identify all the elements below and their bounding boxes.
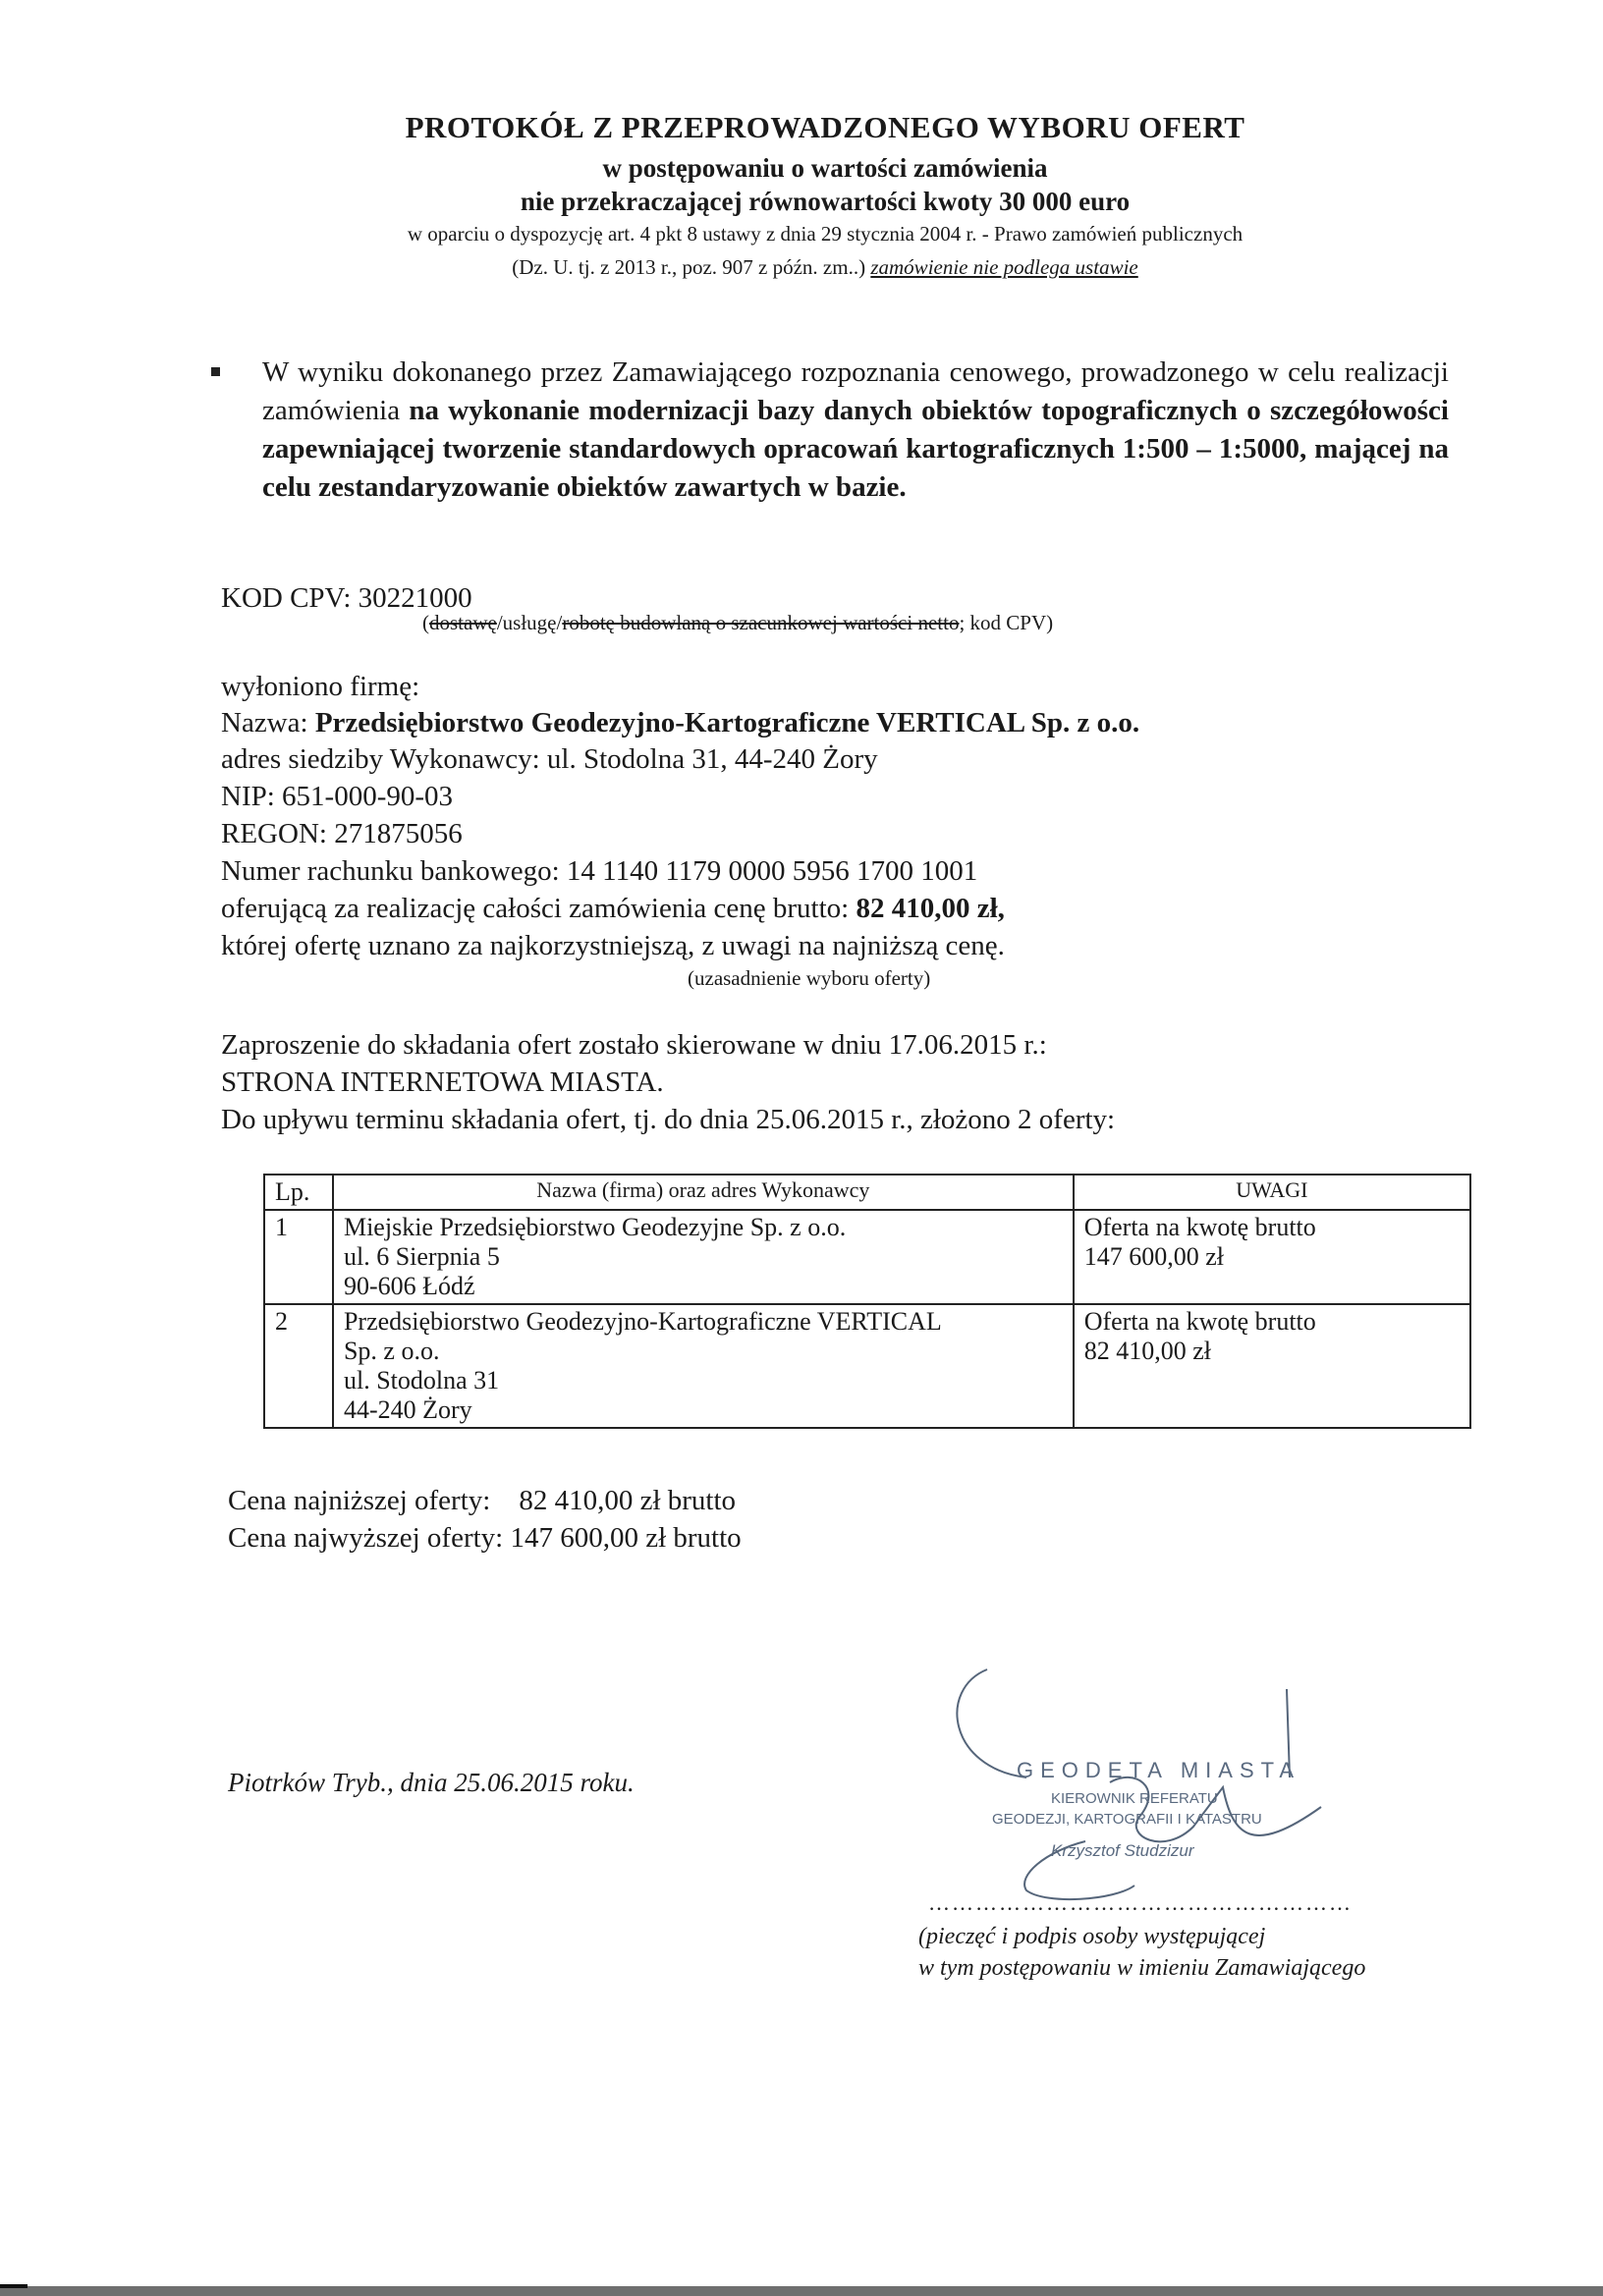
- exemption-note: zamówienie nie podlega ustawie: [870, 255, 1138, 279]
- contractor-street: ul. 6 Sierpnia 5: [343, 1242, 500, 1271]
- row-contractor: [333, 1210, 1074, 1304]
- winner-address: adres siedziby Wykonawcy: ul. Stodolna 31, 44-240 Żory: [221, 743, 878, 775]
- bullet-icon: [211, 367, 220, 376]
- row-notes: [1074, 1210, 1470, 1304]
- winner-name-line: [221, 707, 1139, 739]
- legal-reference-line: [226, 255, 1424, 280]
- cpv-struck-1: dostawę: [429, 611, 497, 634]
- contractor-street: ul. Stodolna 31: [343, 1366, 500, 1394]
- signature-line: ………………………………………………: [928, 1890, 1353, 1915]
- row-lp: 2: [264, 1304, 333, 1428]
- winner-reason: której ofertę uznano za najkorzystniejszą, z uwagi na najniższą cenę.: [221, 930, 1005, 961]
- winner-account: Numer rachunku bankowego: 14 1140 1179 0000 5956 1700 1001: [221, 855, 978, 887]
- intro-paragraph: [221, 354, 1449, 507]
- cpv-note-mid: /usługę/: [496, 611, 563, 634]
- invitation-line-3: Do upływu terminu składania ofert, tj. do dnia 25.06.2015 r., złożono 2 oferty:: [221, 1104, 1116, 1135]
- reason-note: (uzasadnienie wyboru oferty): [688, 966, 931, 990]
- stamp-title: GEODETA MIASTA: [1017, 1758, 1301, 1782]
- offers-table: [263, 1174, 1471, 1429]
- row-contractor: [333, 1304, 1074, 1428]
- notes-label: Oferta na kwotę brutto: [1083, 1307, 1316, 1336]
- contractor-city: 90-606 Łódź: [343, 1272, 475, 1300]
- intro-bold: na wykonanie modernizacji bazy danych obiektów topograficznych o szczegółowości zapewniającej tworzenie standardowych opracowań kartograficznych 1:500 – 1:5000, mającej na celu zestandaryzowanie obiektów zawartych w bazie.: [262, 395, 1449, 503]
- table-row: [264, 1304, 1470, 1428]
- stamp-subtitle: KIEROWNIK REFERATU: [1051, 1790, 1218, 1807]
- header-notes: UWAGI: [1074, 1175, 1470, 1210]
- header-contractor: Nazwa (firma) oraz adres Wykonawcy: [333, 1175, 1074, 1210]
- notes-amount: 147 600,00 zł: [1083, 1242, 1224, 1271]
- table-header-row: [264, 1175, 1470, 1210]
- table-row: [264, 1210, 1470, 1304]
- row-notes: [1074, 1304, 1470, 1428]
- invitation-line-2: STRONA INTERNETOWA MIASTA.: [221, 1066, 664, 1098]
- highest-price: Cena najwyższej oferty: 147 600,00 zł brutto: [228, 1522, 742, 1554]
- contractor-name: Przedsiębiorstwo Geodezyjno-Kartograficzne VERTICAL: [343, 1307, 942, 1336]
- cpv-note: [422, 611, 1053, 635]
- notes-label: Oferta na kwotę brutto: [1083, 1213, 1316, 1241]
- place-and-date: Piotrków Tryb., dnia 25.06.2015 roku.: [228, 1768, 635, 1797]
- intro-text: [221, 354, 1449, 507]
- winner-regon: REGON: 271875056: [221, 818, 463, 849]
- official-stamp: [967, 1748, 1331, 1866]
- header-lp: Lp.: [264, 1175, 333, 1210]
- row-lp: 1: [264, 1210, 333, 1304]
- winner-price: 82 410,00 zł,: [856, 893, 1005, 924]
- stamp-department: GEODEZJI, KARTOGRAFII I KATASTRU: [992, 1811, 1262, 1828]
- winner-name: Przedsiębiorstwo Geodezyjno-Kartograficzne VERTICAL Sp. z o.o.: [314, 707, 1140, 738]
- winner-price-text: oferującą za realizację całości zamówienia cenę brutto:: [221, 893, 857, 924]
- signature-note-line-1: (pieczęć i podpis osoby występującej: [918, 1924, 1266, 1949]
- cpv-code: KOD CPV: 30221000: [221, 582, 472, 614]
- winner-nip: NIP: 651-000-90-03: [221, 781, 454, 812]
- document-title: PROTOKÓŁ Z PRZEPROWADZONEGO WYBORU OFERT: [405, 110, 1245, 144]
- winner-intro: wyłoniono firmę:: [221, 671, 420, 702]
- cpv-struck-2: robotę budowlaną o szacunkowej wartości netto: [562, 611, 960, 634]
- intro-plain: W wyniku dokonanego przez Zamawiającego rozpoznania cenowego, prowadzonego w celu realizacji zamówienia: [262, 356, 1449, 426]
- subtitle-line-1: w postępowaniu o wartości zamówienia: [602, 153, 1048, 183]
- cpv-note-open: (: [422, 611, 429, 634]
- winner-price-line: [221, 893, 1005, 925]
- scan-edge-mark: [0, 2284, 28, 2288]
- signature-note-line-2: w tym postępowaniu w imieniu Zamawiającego: [918, 1955, 1366, 1981]
- legal-reference: (Dz. U. tj. z 2013 r., poz. 907 z późn. zm..): [512, 255, 871, 279]
- lowest-price: Cena najniższej oferty: 82 410,00 zł brutto: [228, 1485, 737, 1516]
- cpv-note-end: ; kod CPV): [959, 611, 1054, 634]
- invitation-line-1: Zaproszenie do składania ofert zostało skierowane w dniu 17.06.2015 r.:: [221, 1029, 1047, 1061]
- winner-name-label: Nazwa:: [221, 707, 315, 738]
- contractor-name: Miejskie Przedsiębiorstwo Geodezyjne Sp. z o.o.: [343, 1213, 847, 1241]
- contractor-name-cont: Sp. z o.o.: [343, 1337, 440, 1365]
- subtitle-line-2: nie przekraczającej równowartości kwoty 30 000 euro: [520, 187, 1131, 216]
- contractor-city: 44-240 Żory: [343, 1395, 472, 1424]
- stamp-person: Krzysztof Studzizur: [1051, 1841, 1194, 1860]
- scan-edge-bar: [0, 2286, 1603, 2296]
- legal-basis-line: w oparciu o dyspozycję art. 4 pkt 8 ustawy z dnia 29 stycznia 2004 r. - Prawo zamówień publicznych: [407, 222, 1244, 246]
- signature-note: [918, 1921, 1365, 1984]
- notes-amount: 82 410,00 zł: [1083, 1337, 1211, 1365]
